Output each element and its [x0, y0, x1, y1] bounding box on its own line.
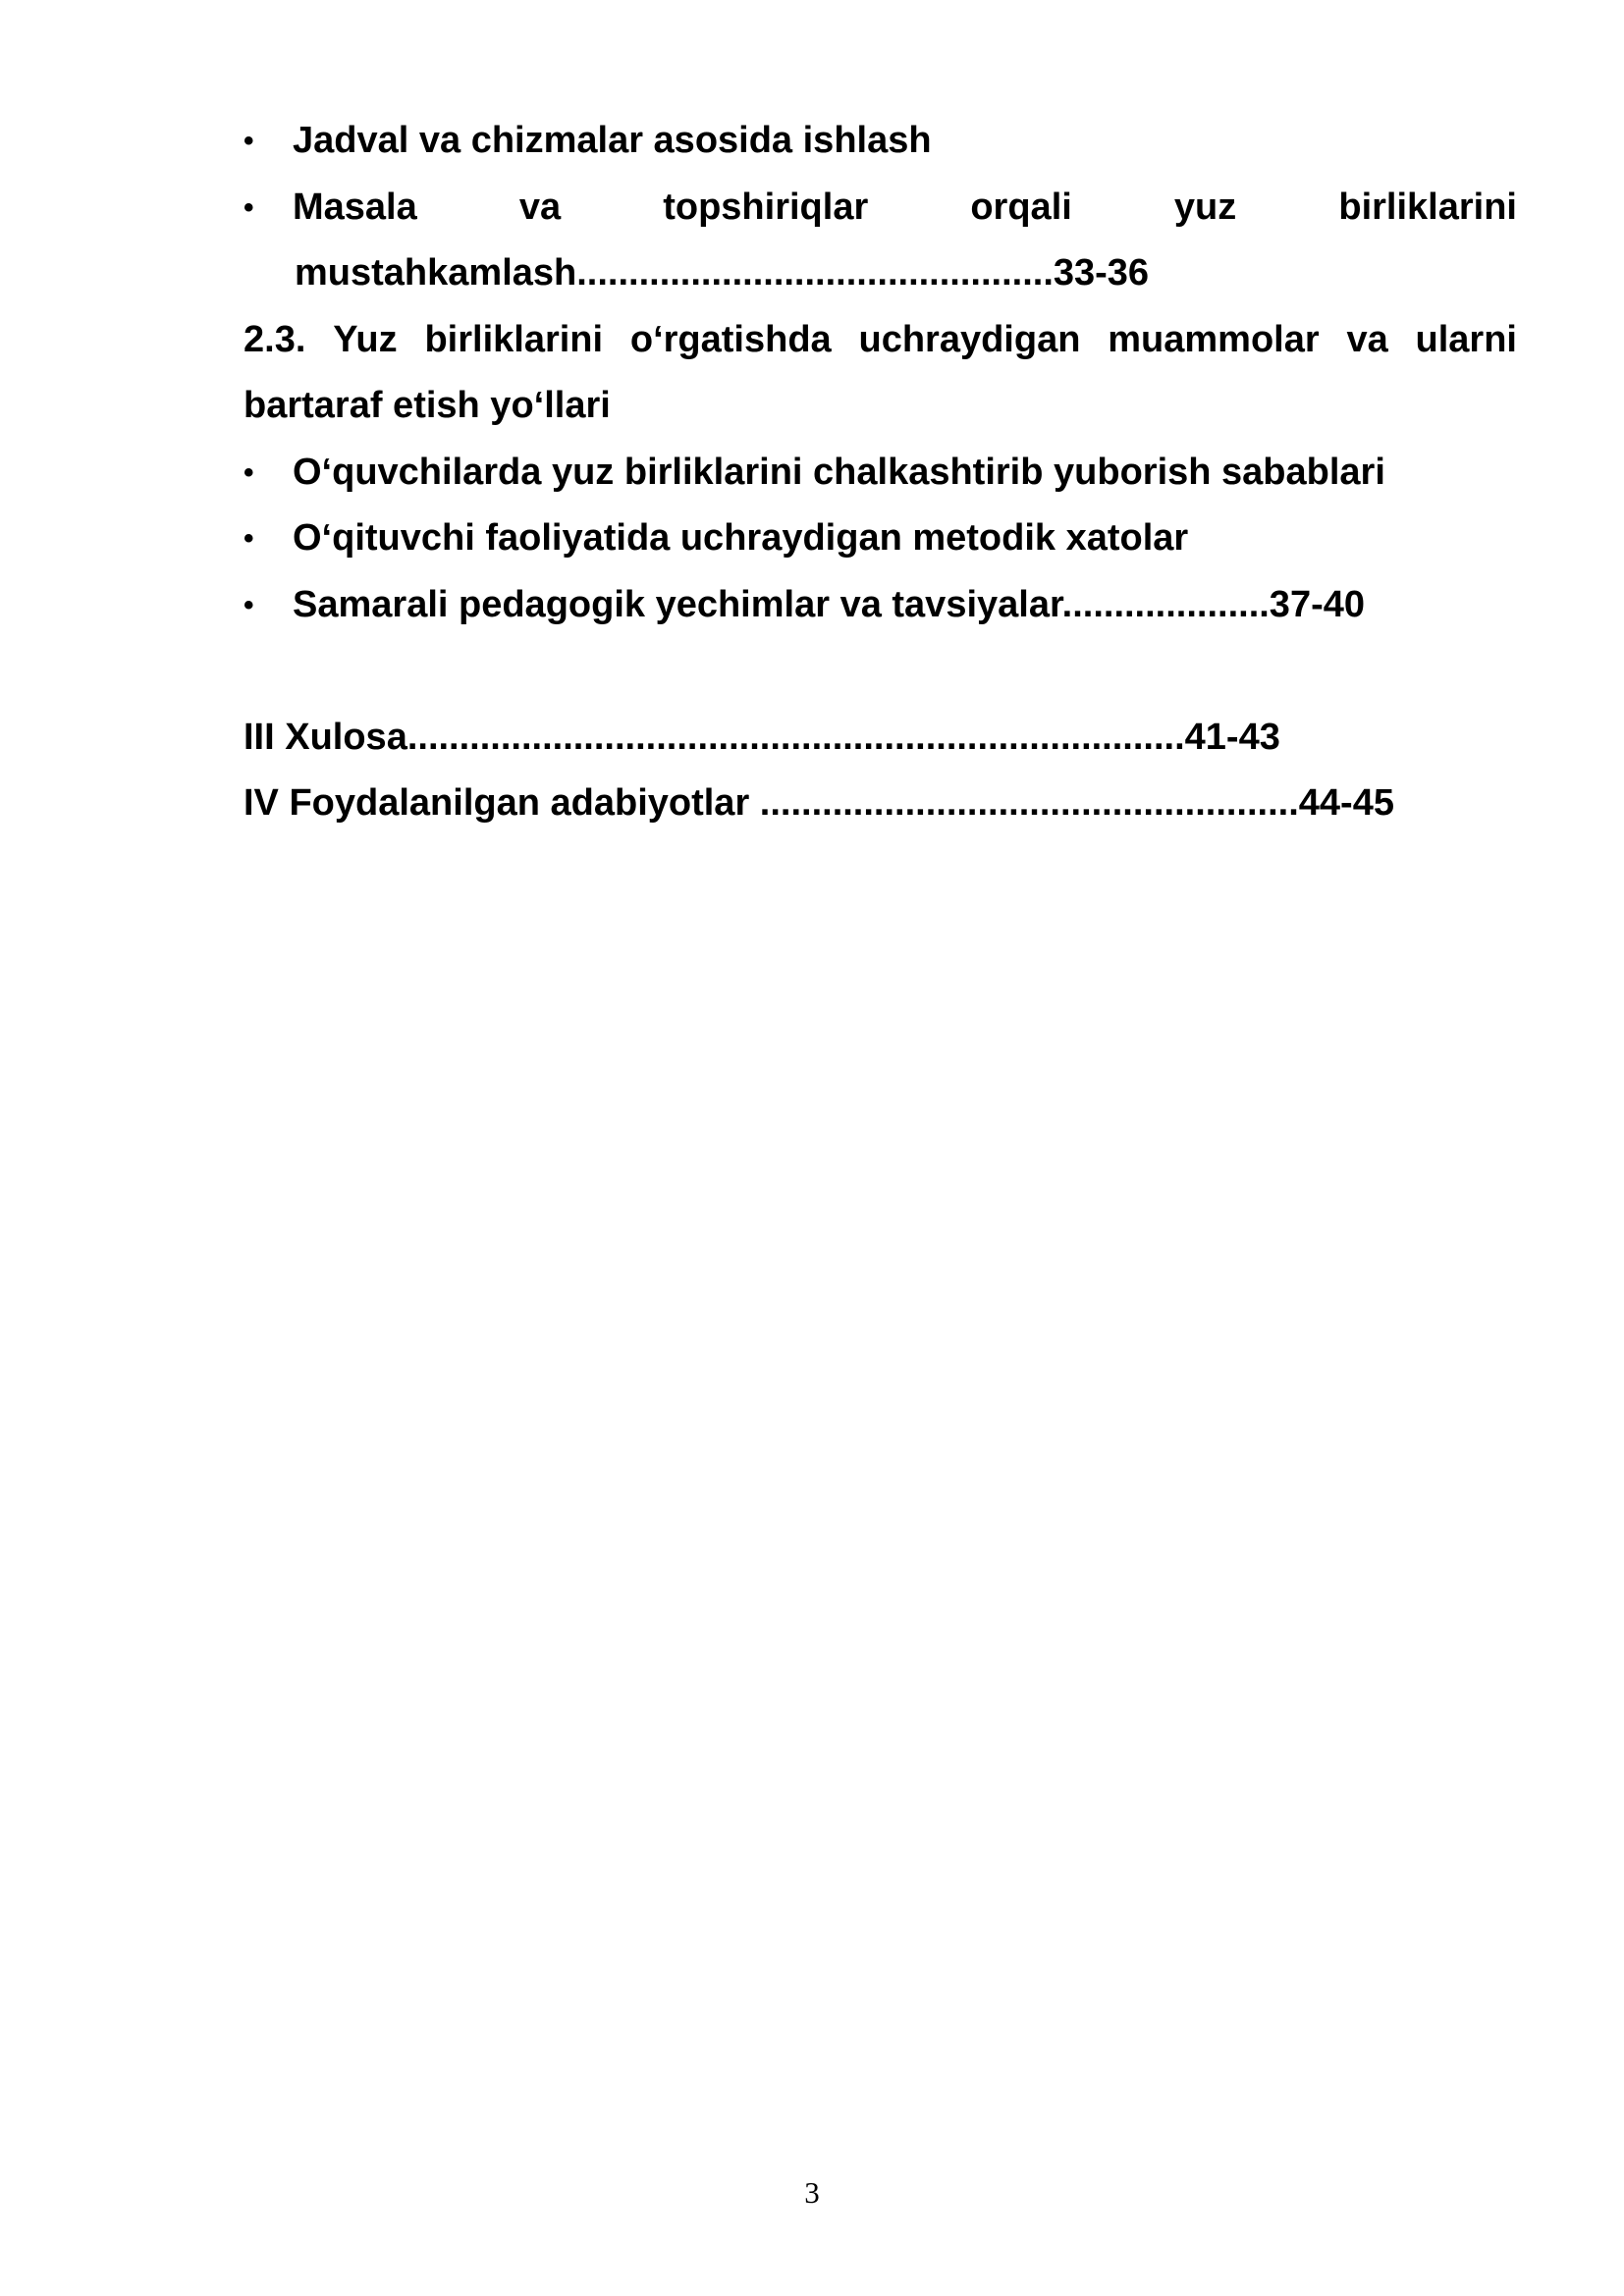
- toc-section-2-3-line2: bartaraf etish yo‘llari: [244, 385, 611, 426]
- word: yuz: [1173, 186, 1237, 228]
- toc-section-2-3-line1: [244, 307, 1517, 374]
- toc-item-masala-line2: mustahkamlash..............................................33-36: [295, 252, 1150, 294]
- bullet: •: [244, 522, 254, 555]
- bullet: •: [244, 125, 254, 157]
- word: birliklarini: [424, 318, 604, 360]
- word: o‘rgatishda: [629, 318, 832, 360]
- bullet: •: [244, 588, 254, 621]
- word: Yuz: [333, 318, 398, 360]
- toc-item-oquvchi-text: O‘quvchilarda yuz birliklarini chalkashtirib yuborish sabablari: [293, 451, 1385, 493]
- word: birliklarini: [1338, 186, 1517, 228]
- word: orqali: [970, 186, 1072, 228]
- spacer: [244, 638, 1517, 705]
- toc-item-samarali-text: Samarali pedagogik yechimlar va tavsiyalar....................37-40: [293, 583, 1365, 625]
- toc-item-oqituvchi: [244, 506, 1517, 572]
- toc-item-oquvchi: [244, 440, 1517, 507]
- word: 2.3.: [244, 318, 306, 360]
- toc-item-jadval: [244, 108, 1517, 175]
- page-number: 3: [804, 2175, 820, 2210]
- toc-item-samarali: [244, 572, 1517, 639]
- bullet: •: [244, 455, 254, 489]
- word: uchraydigan: [858, 318, 1081, 360]
- word: va: [518, 186, 562, 228]
- toc-item-masala-line1: [293, 175, 1517, 241]
- word: va: [1346, 318, 1388, 360]
- toc-adabiyotlar: IV Foydalanilgan adabiyotlar ....................................................44-45: [244, 782, 1394, 824]
- word: muammolar: [1108, 318, 1320, 360]
- toc-item-oqituvchi-text: O‘qituvchi faoliyatida uchraydigan metodik xatolar: [293, 517, 1189, 559]
- toc-item-jadval-text: Jadval va chizmalar asosida ishlash: [293, 120, 932, 161]
- word: ularni: [1415, 318, 1517, 360]
- toc-item-masala: [244, 175, 1517, 241]
- bullet: •: [244, 190, 254, 224]
- word: Masala: [293, 186, 417, 228]
- word: topshiriqlar: [663, 186, 869, 228]
- table-of-contents: [244, 108, 1517, 837]
- toc-xulosa: III Xulosa...........................................................................41-43: [244, 716, 1280, 758]
